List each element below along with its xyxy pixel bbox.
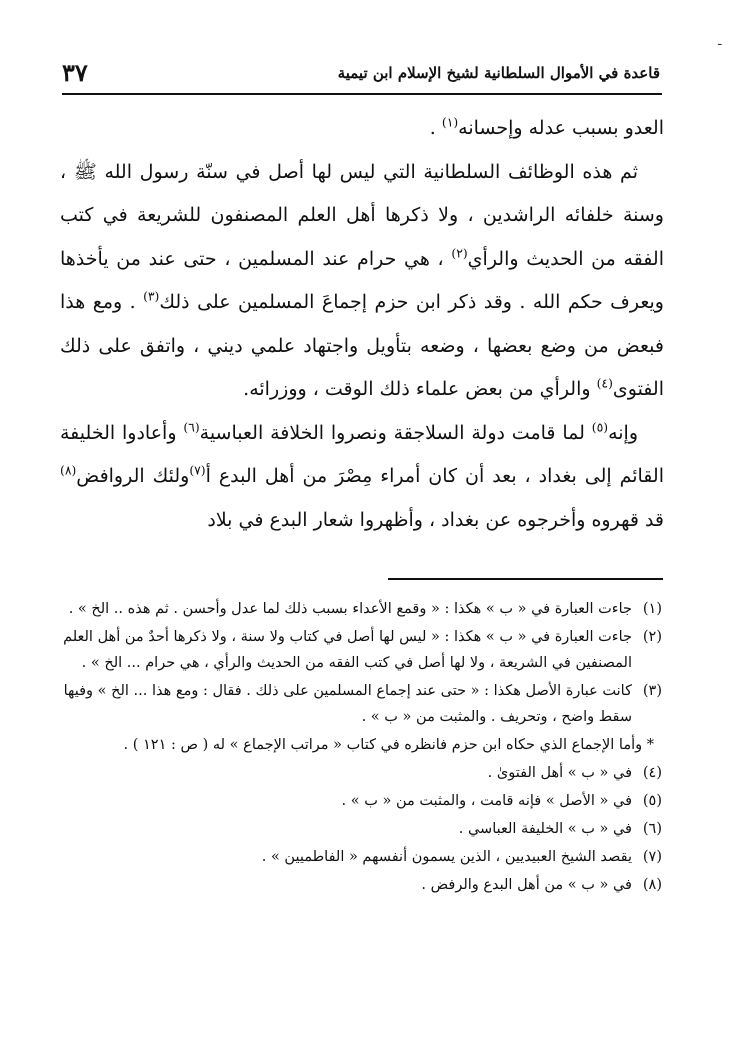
footnote-star xyxy=(60,732,662,758)
footnote-text: كانت عبارة الأصل هكذا : « حتى عند إجماع المسلمين على ذلك . فقال : ومع هذا ... الخ » وفيها سقط واضح ، وتحريف . والمثبت من « ب » . xyxy=(63,683,632,725)
footnote-4 xyxy=(60,760,662,786)
footnote-ref-6: (٦) xyxy=(183,420,200,435)
footnote-ref-7: (٧) xyxy=(189,463,206,478)
page-number: ٣٧ xyxy=(62,58,88,87)
paragraph-3-part-c: وأعادوا الخليفة القائم إلى بغداد ، بعد أن كان أمراء مِصْرَ من أهل البدع أ xyxy=(60,421,664,487)
footnote-ref-2: (٢) xyxy=(451,246,468,261)
footnote-text: في « ب » الخليفة العباسي . xyxy=(458,821,632,837)
footnote-number: (٨) xyxy=(642,877,662,893)
paragraph-1-text: العدو بسبب عدله وإحسانه xyxy=(458,117,664,139)
footnote-number: (٥) xyxy=(642,793,662,809)
paragraph-3-part-a: وإنه xyxy=(608,421,638,444)
paragraph-3-part-e: قد قهروه وأخرجوه عن بغداد ، وأظهروا شعار البدع في بلاد xyxy=(207,508,664,531)
paragraph-3-part-b: لما قامت دولة السلاجقة ونصروا الخلافة العباسية xyxy=(199,421,592,444)
footnote-ref-4: (٤) xyxy=(596,376,613,391)
footnote-text: في « ب » أهل الفتوىٰ . xyxy=(487,765,632,781)
paragraph-2-part-c: . ومع هذا فبعض من وضع بعضها ، وضعه بتأويل واجتهاد علمي ديني ، واتفق على ذلك الفتوى xyxy=(60,291,664,400)
header-rule xyxy=(62,93,662,95)
footnotes-separator xyxy=(388,578,663,580)
footnote-number: (١) xyxy=(642,601,662,617)
footnotes xyxy=(60,596,662,900)
footnote-5 xyxy=(60,788,662,814)
paragraph-2-part-d: والرأي من بعض علماء ذلك الوقت ، ووزرائه. xyxy=(243,378,597,400)
footnote-3 xyxy=(60,678,662,730)
footnote-7 xyxy=(60,844,662,870)
footnote-ref-8: (٨) xyxy=(60,463,77,478)
footnote-text: في « ب » من أهل البدع والرفض . xyxy=(421,877,632,893)
running-header-title: قاعدة في الأموال السلطانية لشيخ الإسلام ابن تيمية xyxy=(337,64,660,82)
footnote-ref-1: (١) xyxy=(441,115,459,130)
footnote-2 xyxy=(60,624,662,676)
running-header xyxy=(62,58,660,92)
footnote-6 xyxy=(60,816,662,842)
footnote-1 xyxy=(60,596,662,622)
paragraph-3-part-d: ولئك الروافض xyxy=(76,465,190,487)
paragraph-3 xyxy=(60,412,664,543)
paragraph-1-tail: . xyxy=(429,117,442,139)
paragraph-2-part-b: ، هي حرام عند المسلمين ، حتى عند من يأخذها ويعرف حكم الله . وقد ذكر ابن حزم إجماعَ المسلمين على ذلك xyxy=(60,247,664,313)
footnote-text: جاءت العبارة في « ب » هكذا : « وقمع الأعداء بسبب ذلك لما عدل وأحسن . ثم هذه .. الخ » . xyxy=(68,601,632,617)
footnote-ref-5: (٥) xyxy=(591,420,609,435)
margin-mark: ـ xyxy=(718,34,722,48)
footnote-text: في « الأصل » فإنه قامت ، والمثبت من « ب » . xyxy=(341,793,632,809)
paragraph-2 xyxy=(60,151,664,412)
footnote-text: يقصد الشيخ العبيديين ، الذين يسمون أنفسهم « الفاطميين » . xyxy=(261,849,632,865)
footnote-number: (٦) xyxy=(642,821,662,837)
footnote-number: (٧) xyxy=(642,849,662,865)
footnote-number: (٢) xyxy=(642,629,662,645)
footnote-text: جاءت العبارة في « ب » هكذا : « ليس لها أصل في كتاب ولا سنة ، ولا ذكرها أحدٌ من أهل العلم المصنفين في الشريعة ، ولا لها أصل في كتب الفقه من الحديث والرأي ، هي حرام ... الخ » . xyxy=(63,629,632,671)
paragraph-2-part-a: ثم هذه الوظائف السلطانية التي ليس لها أصل في سنّة رسول الله ﷺ ، وسنة خلفائه الراشدين ، ولا ذكرها أهل العلم المصنفون للشريعة في كتب الفقه من الحديث والرأي xyxy=(60,160,664,270)
footnote-8 xyxy=(60,872,662,898)
footnote-text: وأما الإجماع الذي حكاه ابن حزم فانظره في كتاب « مراتب الإجماع » له ( ص : ١٢١ ) . xyxy=(123,737,643,753)
footnote-ref-3: (٣) xyxy=(143,289,160,304)
main-text xyxy=(60,107,664,542)
footnote-number: (٤) xyxy=(642,765,662,781)
footnote-number: (٣) xyxy=(642,683,662,699)
footnote-star-mark: * xyxy=(646,737,654,753)
paragraph-1 xyxy=(60,107,664,151)
